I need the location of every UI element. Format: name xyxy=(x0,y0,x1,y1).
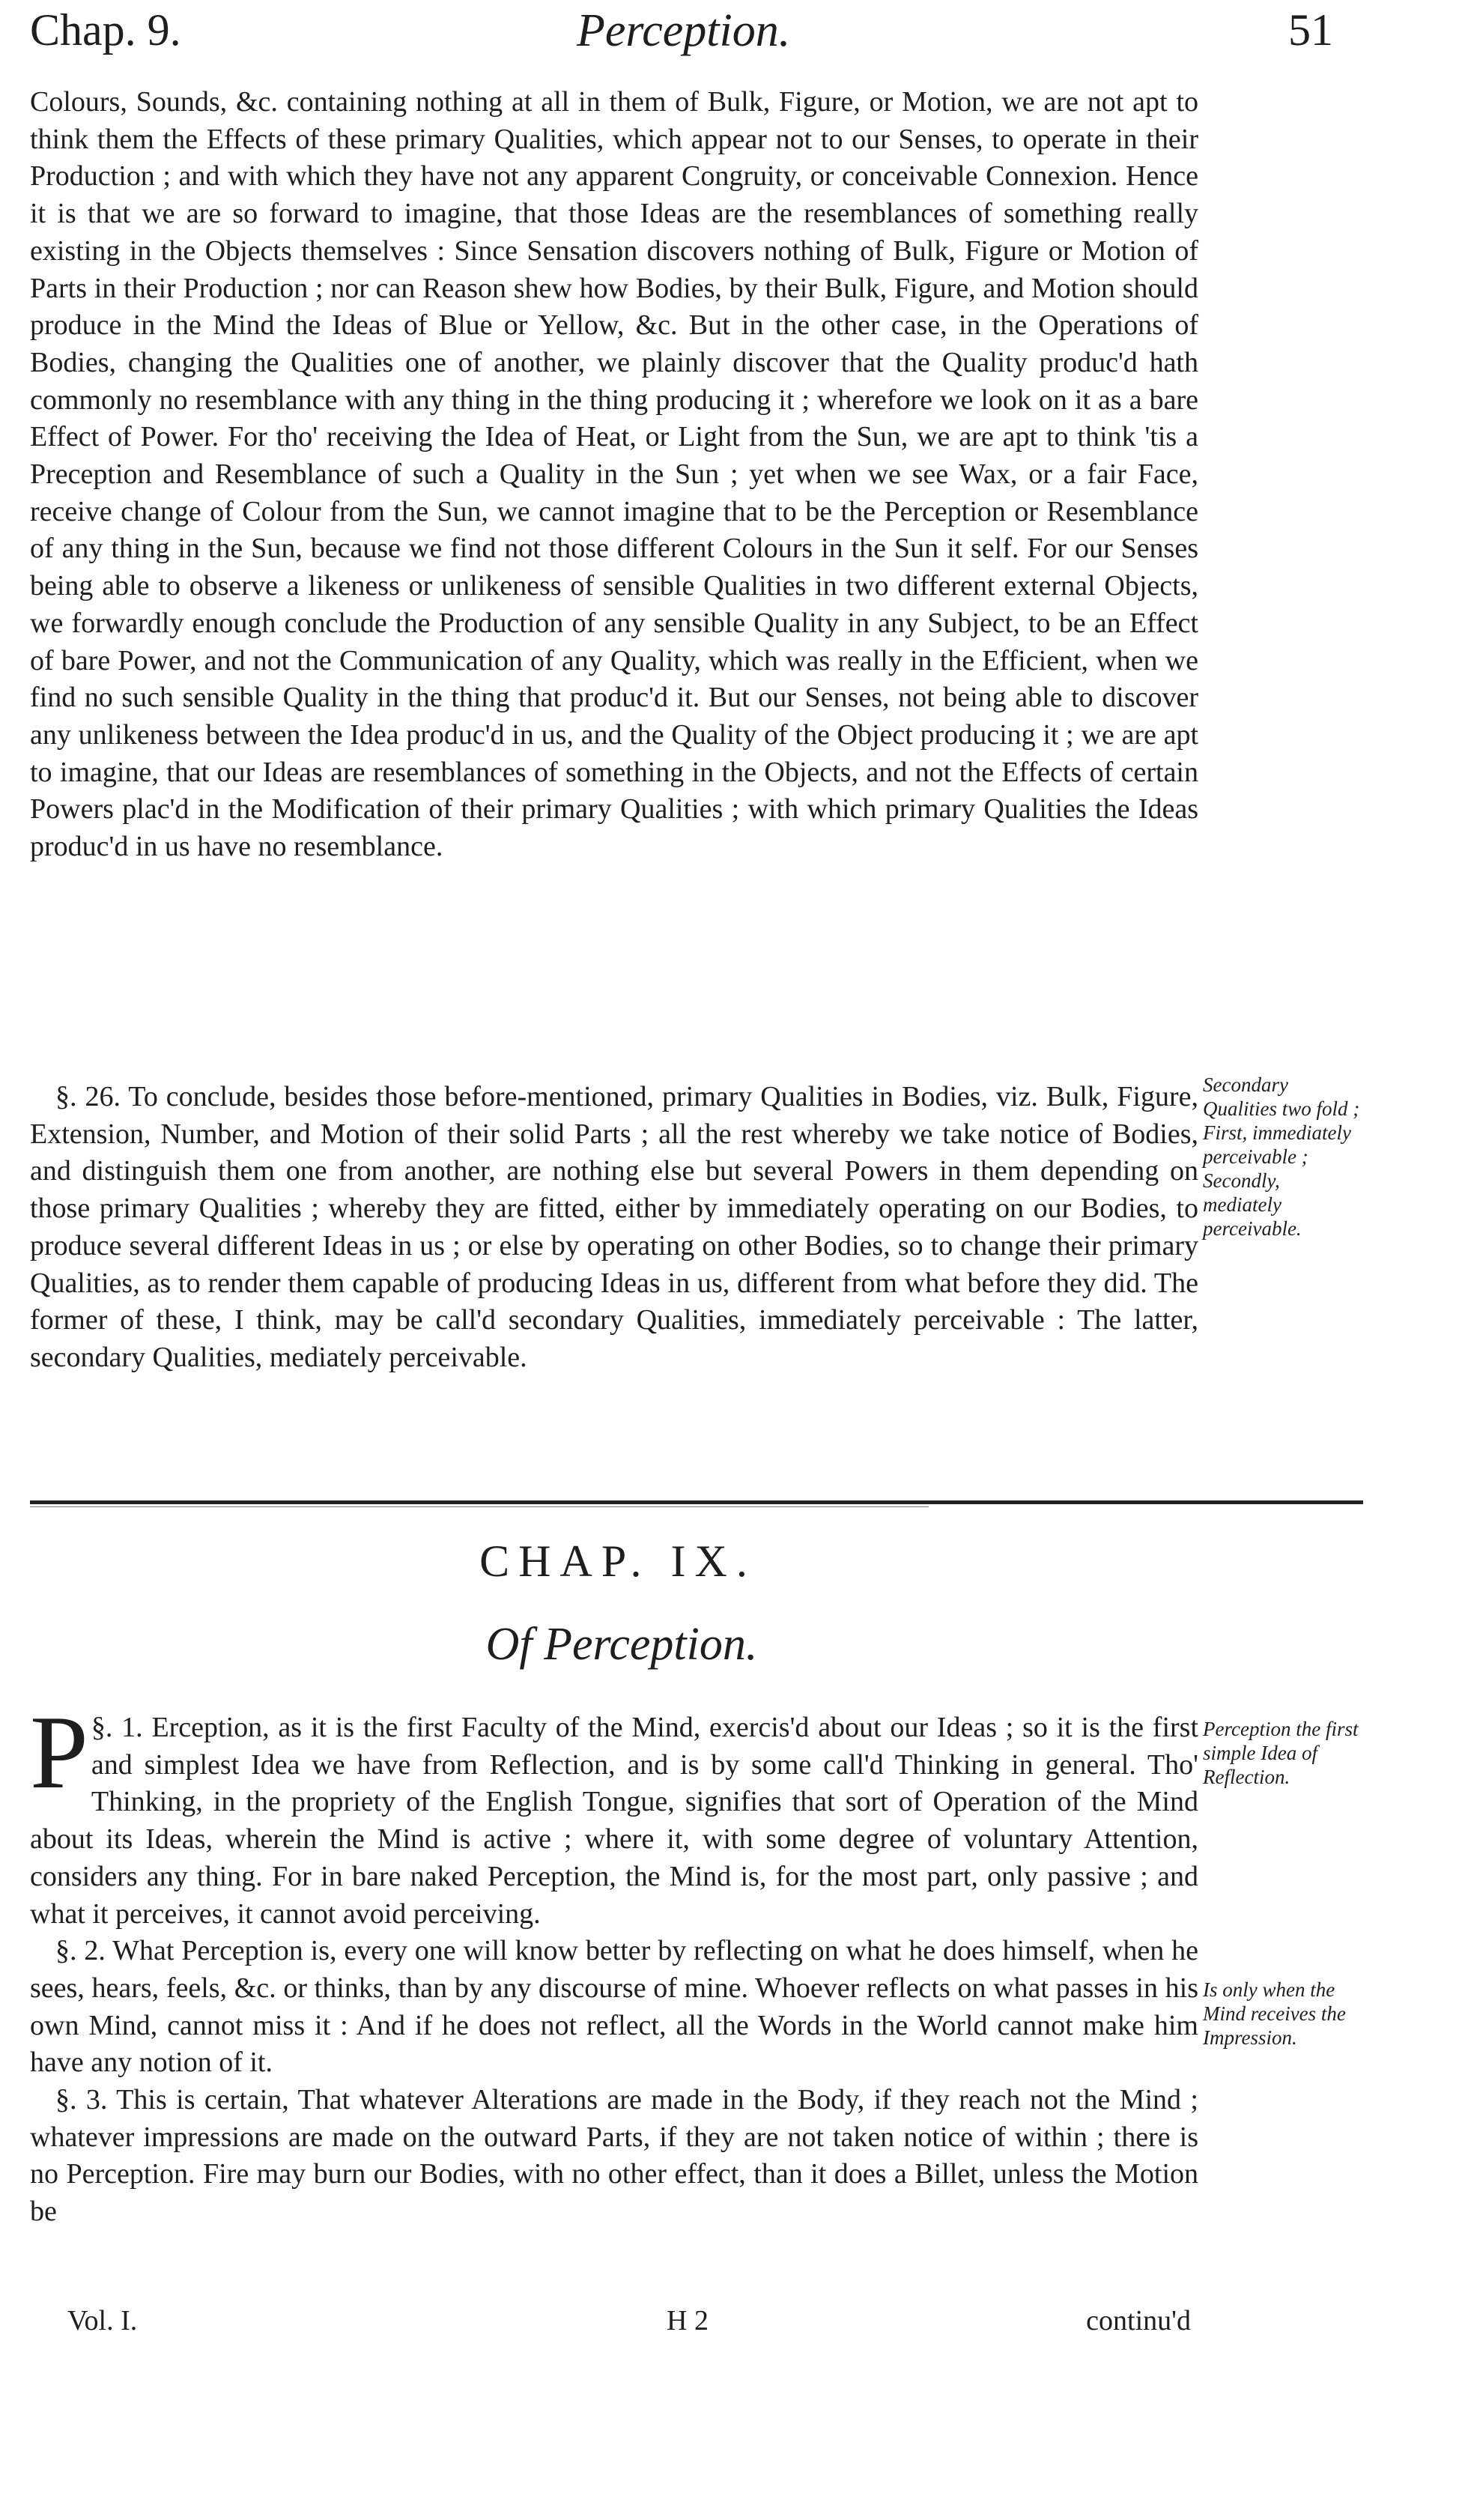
catchword: continu'd xyxy=(1086,2305,1191,2336)
sidenote-secondary-qualities: Secondary Qualities two fold ; First, immediately perceivable ; Secondly, mediately perceivable. xyxy=(1203,1073,1360,1240)
page-number: 51 xyxy=(1288,5,1333,55)
sidenote-mind-receives-impression: Is only when the Mind receives the Impression. xyxy=(1203,1978,1346,2049)
section-1-text: Erception, as it is the first Faculty of the Mind, exercis'd about our Ideas ; so it is the first and simplest Idea we have from Reflection, and is by some call'd Thinking in general. Tho' Thinking, in the propriety of the English Tongue, signifies that sort of Operation of the Mind about its Ideas, wherein the Mind is active ; where it, with some degree of voluntary Attention, considers any thing. For in bare naked Perception, the Mind is, for the most part, only passive ; and what it perceives, it cannot avoid perceiving. xyxy=(30,1712,1199,1930)
section-26-paragraph: §. 26. To conclude, besides those before-mentioned, primary Qualities in Bodies, viz. Bulk, Figure, Extension, Number, and Motion of their solid Parts ; all the rest whereby we take notice of Bodies, and distinguish them one from another, are nothing else but several Powers in them depending on those primary Qualities ; whereby they are fitted, either by immediately operating on our Bodies, to produce several different Ideas in us ; or else by operating on other Bodies, so to change their primary Qualities, as to render them capable of producing Ideas in us, different from what before they did. The former of these, I think, may be call'd secondary Qualities, immediately perceivable : The latter, secondary Qualities, mediately perceivable. xyxy=(30,1081,1198,1373)
section-26 xyxy=(30,1079,1198,1377)
running-head xyxy=(30,4,1333,72)
chapter-divider-rule xyxy=(30,1500,1363,1504)
chapter-running-label: Chap. 9. xyxy=(30,5,181,55)
chapter-body xyxy=(30,1694,1199,2231)
volume-label: Vol. I. xyxy=(67,2305,138,2336)
drop-cap-initial: P xyxy=(30,1694,88,1811)
chapter-subtitle: Of Perception. xyxy=(485,1619,758,1670)
section-1-number: §. 1. xyxy=(91,1712,143,1743)
signature-mark: H 2 xyxy=(667,2305,709,2336)
page-footer xyxy=(67,2304,1191,2342)
running-title: Perception. xyxy=(577,5,791,56)
chapter-heading: CHAP. IX. xyxy=(479,1536,756,1586)
section-1-paragraph xyxy=(30,1694,1199,1933)
continuation-paragraph: Colours, Sounds, &c. containing nothing at all in them of Bulk, Figure, or Motion, we are not apt to think them the Effects of these primary Qualities, which appear not to our Senses, to operate in their Production ; and with which they have not any apparent Congruity, or conceivable Connexion. Hence it is that we are so forward to imagine, that those Ideas are the resemblances of something really existing in the Objects themselves : Since Sensation discovers nothing of Bulk, Figure or Motion of Parts in their Production ; nor can Reason shew how Bodies, by their Bulk, Figure, and Motion should produce in the Mind the Ideas of Blue or Yellow, &c. But in the other case, in the Operations of Bodies, changing the Qualities one of another, we plainly discover that the Quality produc'd hath commonly no resemblance with any thing in the thing producing it ; wherefore we look on it as a bare Effect of Power. For tho' receiving the Idea of Heat, or Light from the Sun, we are apt to think 'tis a Preception and Resemblance of such a Quality in the Sun ; yet when we see Wax, or a fair Face, receive change of Colour from the Sun, we cannot imagine that to be the Perception or Resemblance of any thing in the Sun, because we find not those different Colours in the Sun it self. For our Senses being able to observe a likeness or unlikeness of sensible Qualities in two different external Objects, we forwardly enough conclude the Production of any sensible Quality in any Subject, to be an Effect of bare Power, and not the Communication of any Quality, which was really in the Efficient, when we find no such sensible Quality in the thing that produc'd it. But our Senses, not being able to discover any unlikeness between the Idea produc'd in us, and the Quality of the Object producing it ; we are apt to imagine, that our Ideas are resemblances of something in the Objects, and not the Effects of certain Powers plac'd in the Modification of their primary Qualities ; with which primary Qualities the Ideas produc'd in us have no resemblance. xyxy=(30,86,1198,863)
section-continuation xyxy=(30,84,1198,866)
chapter-divider-thin-rule xyxy=(30,1506,929,1507)
section-3-paragraph: §. 3. This is certain, That whatever Alterations are made in the Body, if they reach not the Mind ; whatever impressions are made on the outward Parts, if they are not taken notice of within ; there is no Perception. Fire may burn our Bodies, with no other effect, than it does a Billet, unless the Motion be xyxy=(30,2084,1198,2228)
section-2-paragraph: §. 2. What Perception is, every one will know better by reflecting on what he does himself, when he sees, hears, feels, &c. or thinks, than by any discourse of mine. Whoever reflects on what passes in his own Mind, cannot miss it : And if he does not reflect, all the Words in the World cannot make him have any notion of it. xyxy=(30,1935,1198,2079)
sidenote-perception-first-idea: Perception the first simple Idea of Reflection. xyxy=(1203,1718,1359,1788)
